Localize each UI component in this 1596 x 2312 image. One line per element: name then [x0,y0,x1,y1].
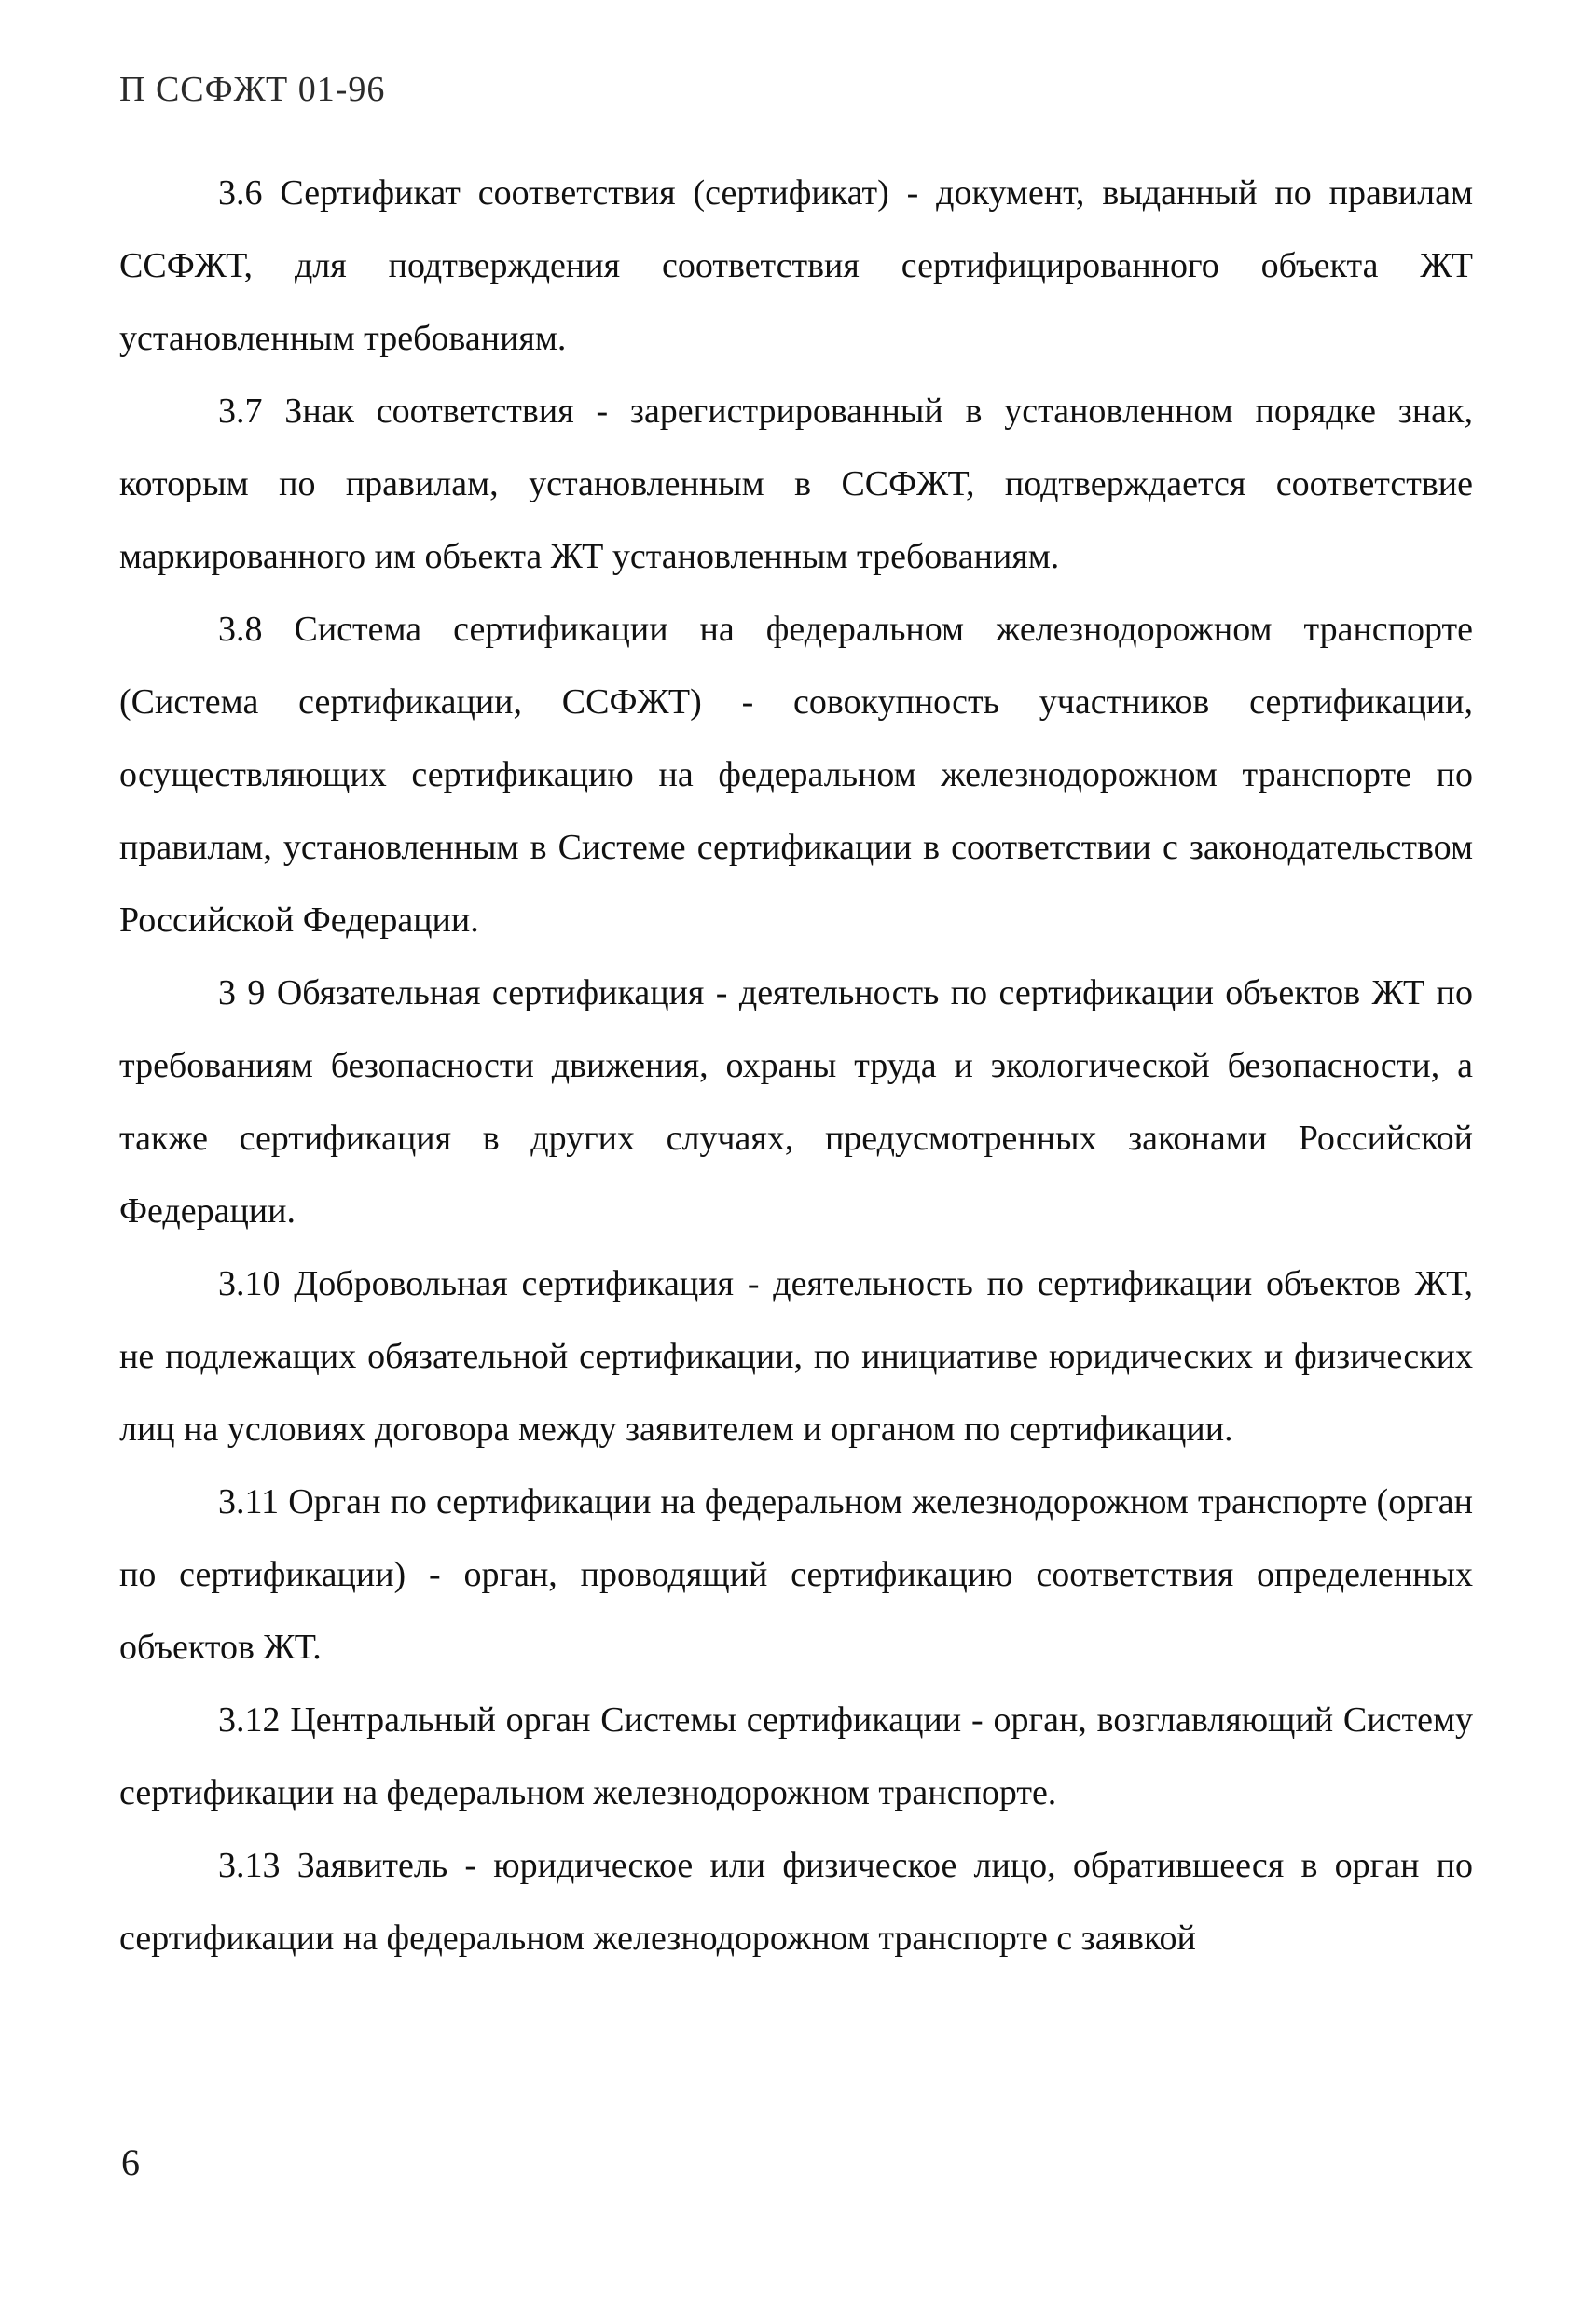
definition-3-6: 3.6 Сертификат соответствия (сертификат) - документ, выданный по правилам ССФЖТ, для подтверждения соответствия сертифицированного объекта ЖТ установленным требованиям. [119,173,1473,358]
definition-3-7: 3.7 Знак соответствия - зарегистрированный в установленном порядке знак, которым по правилам, установленным в ССФЖТ, подтверждается соответствие маркированного им объекта ЖТ установленным требованиям. [119,392,1473,576]
definition-3-9: 3 9 Обязательная сертификация - деятельность по сертификации объектов ЖТ по требованиям безопасности движения, охраны труда и экологической безопасности, а также сертификация в других случаях, предусмотренных законами Российской Федерации. [119,973,1473,1231]
definition-3-8: 3.8 Система сертификации на федеральном железнодорожном транспорте (Система сертификации, ССФЖТ) - совокупность участников сертификации, осуществляющих сертификацию на федеральном железнодорожном транспорте по правилам, установленным в Системе сертификации в соответствии с законодательством Российской Федерации. [119,610,1473,940]
definition-3-10: 3.10 Добровольная сертификация - деятельность по сертификации объектов ЖТ, не подлежащих обязательной сертификации, по инициативе юридических и физических лиц на условиях договора между заявителем и органом по сертификации. [119,1264,1473,1449]
document-code-header: П ССФЖТ 01-96 [119,70,386,109]
document-body [119,157,1473,1975]
definition-3-12: 3.12 Центральный орган Системы сертификации - орган, возглавляющий Систему сертификации на федеральном железнодорожном транспорте. [119,1700,1473,1812]
definition-3-13: 3.13 Заявитель - юридическое или физическое лицо, обратившееся в орган по сертификации на федеральном железнодорожном транспорте с заявкой [119,1846,1473,1958]
page-number: 6 [121,2141,140,2183]
definition-3-11: 3.11 Орган по сертификации на федеральном железнодорожном транспорте (орган по сертификации) - орган, проводящий сертификацию соответствия определенных объектов ЖТ. [119,1482,1473,1667]
